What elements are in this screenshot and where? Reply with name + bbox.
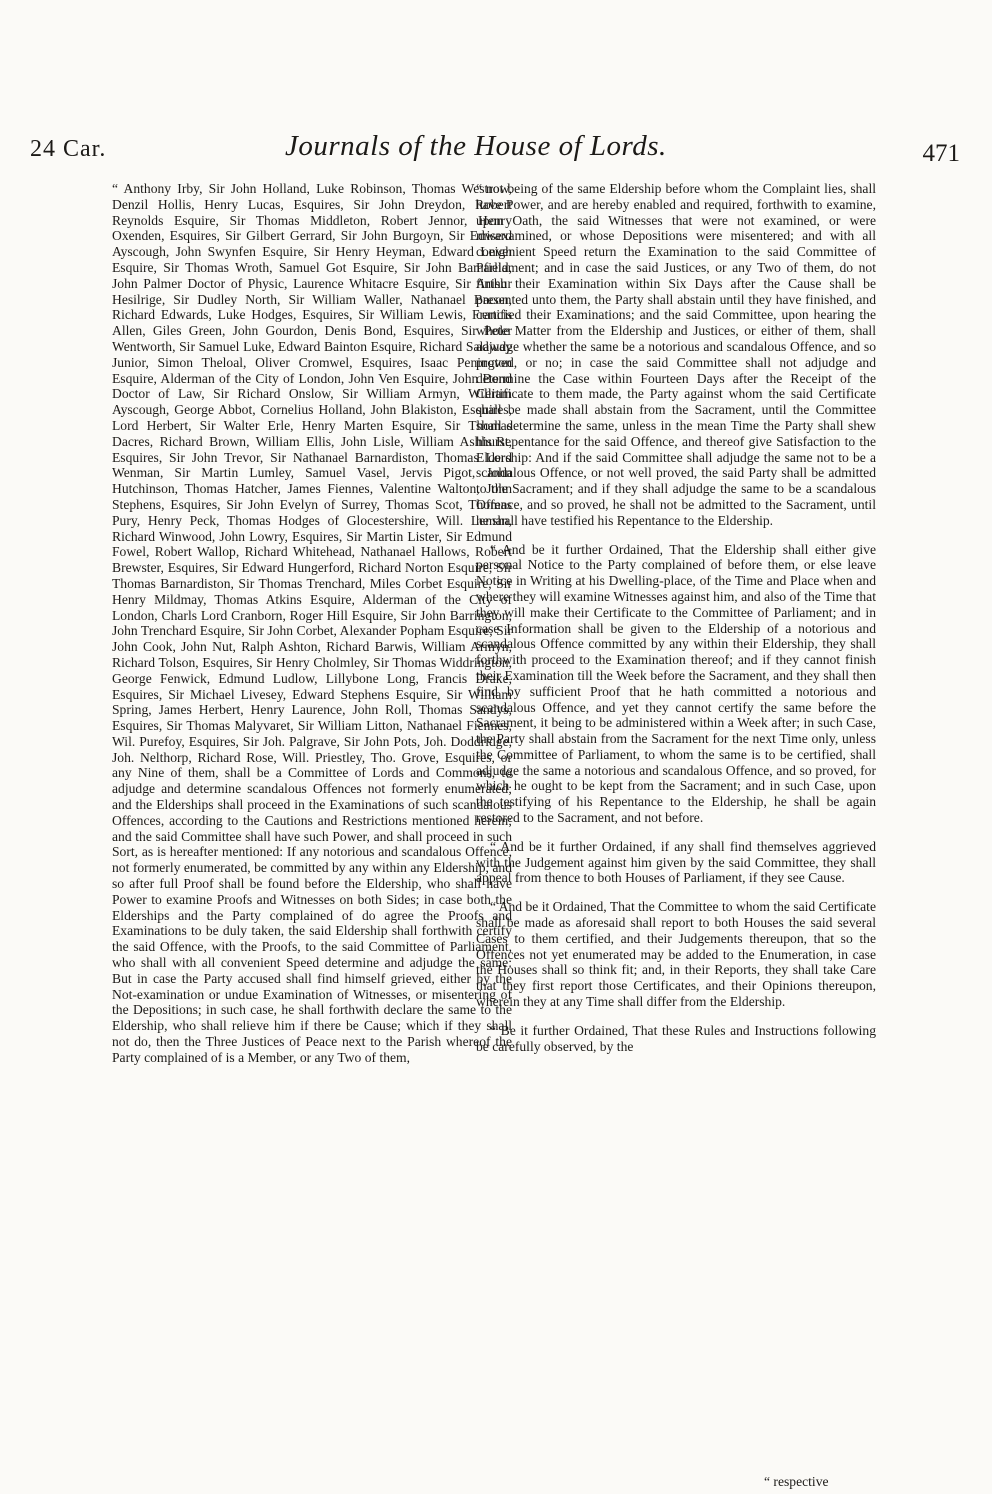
left-column [112,181,512,1079]
paragraph-rules: “ Be it further Ordained, That these Rules and Instructions following be carefully observed, by the [476,1022,876,1054]
regnal-year: 24 Car. [30,136,107,162]
right-column [476,181,876,1067]
paragraph-appeal: “ And be it further Ordained, if any shall find themselves aggrieved with the Judgement against him given by the said Committee, they shall appeal from thence to both Houses of Parliament, if they see Cause. [476,838,876,886]
paragraph-continuation: “ not being of the same Eldership before whom the Complaint lies, shall have Power, and are hereby enabled and required, forthwith to examine, upon Oath, the said Witnesses that were not examined, or were misexamined, or whose Depositions were misentered; and with all convenient Speed return the Examination to the said Committee of Parliament; and in case the said Justices, or any Two of them, do not finish their Examination within Six Days after the Cause shall be presented unto them, the Party shall abstain until they have finished, and certified their Examinations; and the said Committee, upon hearing the whole Matter from the Eldership and Justices, or either of them, shall adjudge whether the same be a notorious and scandalous Offence, and so proved, or no; in case the said Committee shall not adjudge and determine the Case within Fourteen Days after the Receipt of the Certificate to them made, the Party against whom the said Certificate shall be made shall abstain from the Sacrament, until the Committee shall determine the same, unless in the mean Time the Party shall shew his Repentance for the said Offence, and thereof give Satisfaction to the Eldership: And if the said Committee shall adjudge the same not to be a scandalous Offence, or not well proved, the said Party shall be admitted to the Sacrament; and if they shall adjudge the same to be a scandalous Offence, and so proved, he shall not be admitted to the Sacrament, until he shall have testified his Repentance to the Eldership. [476,181,876,528]
page-header [30,128,960,168]
paragraph-notice: “ And be it further Ordained, That the Eldership shall either give personal Notice to the Party complained of before them, or else leave Notice in Writing at his Dwelling-place, of the Time and Place when and where they will examine Witnesses against him, and also of the Time that they will make their Certificate to the Committee of Parliament; and in case Information shall be given to the Eldership of a notorious and scandalous Offence committed by any within their Eldership, they shall forthwith proceed to the Examination thereof; and if they cannot finish their Examination till the Week before the Sacrament, and they shall then find by sufficient Proof that he hath committed a notorious and scandalous Offence, and yet they cannot certify the same before the Sacrament, it being to be administered within a Week after; in such Case, the Party shall abstain from the Sacrament for the next Time only, unless the Committee of Parliament, to whom the same is to be certified, shall adjudge the same a notorious and scandalous Offence, and so proved, for which he ought to be kept from the Sacrament; and in such Case, upon the testifying of his Repentance to the Eldership, he shall be again restored to the Sacrament, and not before. [476,541,876,826]
catchword: “ respective [764,1474,829,1489]
left-column-text: “ Anthony Irby, Sir John Holland, Luke Robinson, Thomas Westrow, Denzil Hollis, Henry Lucas, Esquires, Sir John Dreydon, Robert Reynolds Esquire, Sir Thomas Middleton, Robert Jennor, Henry Oxenden, Esquires, Sir Gilbert Gerrard, Sir John Burgoyn, Sir Edward Ayscough, John Swynfen Esquire, Sir Henry Heyman, Edward Leigh Esquire, Sir Thomas Wroth, Samuel Got Esquire, Sir John Bamfield, John Palmer Doctor of Physic, Laurence Whitacre Esquire, Sir Arthur Hesilrige, Sir Dudley North, Sir William Waller, Nathanael Bacon, Richard Edwards, Luke Hodges, Esquires, Sir William Lewis, Francis Allen, Giles Green, John Gourdon, Denis Bond, Esquires, Sir Peter Wentworth, Sir Samuel Luke, Edward Bainton Esquire, Richard Salaway Junior, Simon Theloal, Oliver Cromwel, Esquires, Isaac Penington Esquire, Alderman of the City of London, John Ven Esquire, John Bond Doctor of Law, Sir Richard Onslow, Sir William Armyn, William Ayscough, George Abbot, Cornelius Holland, John Blakiston, Esquires, Lord Herbert, Sir Walter Erle, Henry Marten Esquire, Sir Thomas Dacres, Richard Brown, William Ellis, John Lisle, William Ashhurst, Esquires, Sir John Trevor, Sir Nathanael Barnardiston, Thomas Lord Wenman, Sir Martin Lumley, Samuel Vasel, Jervis Pigot, John Hutchinson, Thomas Hatcher, James Fiennes, Valentine Walton, John Stephens, Esquires, Sir John Evelyn of Surrey, Thomas Scot, Thomas Pury, Henry Peck, Thomas Hodges of Glocestershire, Will. Leman, Richard Winwood, John Lowry, Esquires, Sir Martin Lister, Sir Edmund Fowel, Robert Wallop, Richard Whitehead, Nathanael Hallows, Robert Brewster, Esquires, Sir Edward Hungerford, Richard Norton Esquire, Sir Thomas Barnardiston, Sir Thomas Trenchard, Miles Corbet Esquire, Sir Henry Mildmay, Thomas Atkins Esquire, Alderman of the City of London, Charls Lord Cranborn, Roger Hill Esquire, Sir John Barrington, John Trenchard Esquire, Sir John Corbet, Alexander Popham Esquire, Sir John Cook, John Nut, Ralph Ashton, Richard Barwis, William Armyn, Richard Tolson, Esquires, Sir Henry Cholmley, Sir Thomas Widdrington, George Fenwick, Edmund Ludlow, Lillybone Long, Francis Drake, Esquires, Sir Michael Livesey, Edward Stephens Esquire, Sir William Spring, James Herbert, Henry Laurence, John Roll, Thomas Sandys, Esquires, Sir Thomas Malyvaret, Sir William Litton, Nathanael Fiennes, Wil. Purefoy, Esquires, Sir Joh. Palgrave, Sir John Pots, Joh. Doddridge, Joh. Nelthorp, Richard Rose, Will. Priestley, Tho. Grove, Esquires, or any Nine of them, shall be a Committee of Lords and Commons, to adjudge and determine scandalous Offences not formerly enumerated; and the Elderships shall proceed in the Examinations of such scandalous Offences, according to the Cautions and Restrictions mentioned herein; and the said Committee shall have such Power, and shall proceed in such Sort, as is hereafter mentioned: If any notorious and scandalous Offence, not formerly enumerated, be committed by any within any Eldership, and so after full Proof shall be found before the Eldership, who shall have Power to examine Proofs and Witnesses on both Sides; in case both the Elderships and the Party complained of do agree the Proofs and Examinations to be duly taken, the said Eldership shall forthwith certify the said Offence, with the Proofs, to the said Committee of Parliament, who shall with all convenient Speed determine and adjudge the same: But in case the Party accused shall find himself grieved, either by the Not-examination or undue Examination of Witnesses, or misentering of the Depositions; in such case, he shall forthwith declare the same to the Eldership, who shall relieve him if there be Cause; which if they shall not do, then the Three Justices of Peace next to the Parish whereof the Party complained of is a Member, or any Two of them, [112,181,512,1065]
paragraph-report: “ And be it Ordained, That the Committee to whom the said Certificate shall be made as aforesaid shall report to both Houses the said several Cases to them certified, and their Judgements thereupon, that so the Offences not yet enumerated may be added to the Enumeration, in case the Houses shall so think fit; and, in their Reports, they shall take Care that they first report those Certificates, and their Opinions thereupon, wherein they at any Time shall differ from the Eldership. [476,899,876,1010]
page-number: 471 [922,140,960,167]
running-title: Journals of the House of Lords. [285,130,667,162]
